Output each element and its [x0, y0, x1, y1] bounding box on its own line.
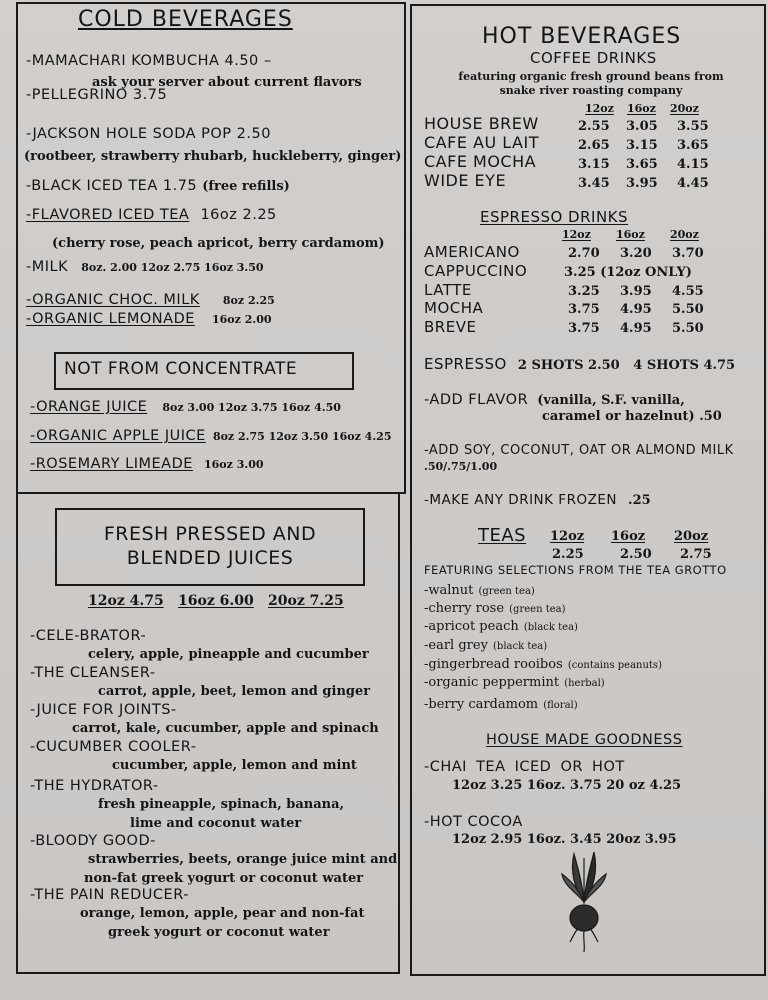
espresso-row-name: MOCHA: [424, 299, 484, 317]
coffee-row-price: 3.65: [677, 138, 709, 153]
espresso-size-20oz: 20oz: [670, 228, 699, 241]
juice-desc: orange, lemon, apple, pear and non-fat: [80, 906, 365, 921]
juice-desc: lime and coconut water: [130, 816, 302, 831]
chai-prices: 12oz 3.25 16oz. 3.75 20 oz 4.25: [452, 778, 682, 793]
kombucha-item: -MAMACHARI KOMBUCHA 4.50 –: [26, 53, 272, 69]
espresso-size-16oz: 16oz: [616, 228, 645, 241]
espresso-row-name: LATTE: [424, 281, 472, 299]
apple-juice-name: -ORGANIC APPLE JUICE: [30, 428, 206, 444]
add-milk-item: -ADD SOY, COCONUT, OAT OR ALMOND MILK: [424, 443, 734, 458]
add-flavor-item: [424, 391, 685, 408]
black-iced-tea-name: -BLACK ICED TEA 1.75: [26, 178, 198, 194]
tea-item: [424, 599, 566, 615]
add-flavor-note-2: caramel or hazelnut) .50: [542, 409, 722, 424]
juice-desc: carrot, kale, cucumber, apple and spinach: [72, 721, 379, 736]
lemonade-item: [26, 310, 272, 327]
cold-beverages-title: COLD BEVERAGES: [78, 7, 293, 32]
hot-beverages-title: HOT BEVERAGES: [482, 24, 682, 49]
espresso-row-price: 3.70: [672, 246, 704, 261]
coffee-row-name: CAFE AU LAIT: [424, 133, 539, 152]
juice-desc: celery, apple, pineapple and cucumber: [88, 647, 369, 662]
coffee-note-line1: featuring organic fresh ground beans from: [458, 70, 724, 83]
fresh-juices-title-line1: FRESH PRESSED AND: [103, 523, 317, 545]
house-made-heading: HOUSE MADE GOODNESS: [486, 732, 683, 748]
juice-desc: greek yogurt or coconut water: [108, 925, 330, 940]
espresso-shots-name: ESPRESSO: [424, 355, 507, 373]
juice-name: -CELE-BRATOR-: [30, 628, 147, 644]
flavored-iced-tea-name: -FLAVORED ICED TEA: [26, 207, 190, 223]
espresso-size-12oz: 12oz: [562, 228, 591, 241]
tea-item: [424, 636, 547, 652]
tea-item: [424, 673, 605, 689]
tea-name: -apricot peach: [424, 619, 519, 634]
orange-juice-prices: 8oz 3.00 12oz 3.75 16oz 4.50: [162, 401, 341, 414]
tea-price: 2.25: [552, 547, 584, 562]
tea-price: 2.50: [620, 547, 652, 562]
not-from-concentrate-title: NOT FROM CONCENTRATE: [64, 359, 298, 379]
lemonade-price: 16oz 2.00: [212, 313, 272, 326]
tea-kind: (green tea): [478, 586, 535, 597]
add-flavor-name: -ADD FLAVOR: [424, 392, 529, 408]
add-milk-prices: .50/.75/1.00: [424, 460, 498, 473]
coffee-row-name: WIDE EYE: [424, 171, 507, 190]
espresso-row-price: 3.20: [620, 246, 652, 261]
juice-desc: fresh pineapple, spinach, banana,: [98, 797, 345, 812]
lemonade-name: -ORGANIC LEMONADE: [26, 311, 195, 327]
black-iced-tea-note: (free refills): [202, 179, 290, 194]
tea-size-20oz: 20oz: [674, 529, 709, 544]
juice-name: -CUCUMBER COOLER-: [30, 739, 197, 755]
flavored-iced-tea-flavors: (cherry rose, peach apricot, berry cardamom): [52, 236, 385, 251]
espresso-shots-item: [424, 356, 735, 372]
choc-milk-price: 8oz 2.25: [222, 294, 275, 307]
tea-item: [424, 581, 535, 597]
tea-kind: (contains peanuts): [567, 660, 662, 671]
soda-flavors: (rootbeer, strawberry rhubarb, huckleberry, ginger): [24, 149, 402, 164]
juice-price-16oz: 16oz 6.00: [178, 593, 254, 609]
tea-kind: (black tea): [523, 622, 578, 633]
coffee-size-20oz: 20oz: [670, 102, 699, 115]
teas-heading: TEAS: [478, 525, 527, 546]
tea-name: -walnut: [424, 583, 474, 598]
espresso-shots-prices: 2 SHOTS 2.50 4 SHOTS 4.75: [517, 358, 736, 373]
juice-price-20oz: 20oz 7.25: [268, 593, 344, 609]
tea-item: [424, 655, 662, 671]
apple-juice-item: [30, 427, 391, 444]
coffee-row-price: 4.45: [677, 176, 709, 191]
add-flavor-note: (vanilla, S.F. vanilla,: [537, 393, 685, 408]
tea-size-12oz: 12oz: [550, 529, 585, 544]
coffee-row-price: 3.05: [626, 119, 658, 134]
tea-item: [424, 617, 578, 633]
apple-juice-prices: 8oz 2.75 12oz 3.50 16oz 4.25: [212, 430, 392, 443]
espresso-row-price: 2.70: [568, 246, 600, 261]
tea-name: -earl grey: [424, 638, 488, 653]
tea-name: -cherry rose: [424, 601, 505, 616]
soda-item: -JACKSON HOLE SODA POP 2.50: [26, 126, 271, 142]
kombucha-note: ask your server about current flavors: [92, 75, 362, 90]
tea-kind: (black tea): [493, 641, 548, 652]
limeade-price: 16oz 3.00: [204, 458, 264, 471]
espresso-row-price: 3.25: [568, 284, 600, 299]
juice-name: -THE HYDRATOR-: [30, 778, 159, 794]
choc-milk-item: [26, 291, 275, 308]
coffee-size-12oz: 12oz: [585, 102, 614, 115]
coffee-row-name: HOUSE BREW: [424, 114, 539, 133]
tea-size-16oz: 16oz: [611, 529, 646, 544]
orange-juice-name: -ORANGE JUICE: [30, 399, 148, 415]
juice-price-12oz: 12oz 4.75: [88, 593, 164, 609]
espresso-row-price: 4.95: [620, 321, 652, 336]
cappuccino-name: CAPPUCCINO: [424, 262, 528, 280]
tea-grotto-note: FEATURING SELECTIONS FROM THE TEA GROTTO: [424, 563, 727, 577]
espresso-drinks-heading: ESPRESSO DRINKS: [480, 208, 629, 226]
coffee-row-price: 3.65: [626, 157, 658, 172]
coffee-row-price: 3.15: [578, 157, 610, 172]
coffee-row-price: 2.65: [578, 138, 610, 153]
coffee-row-price: 3.55: [677, 119, 709, 134]
espresso-row-price: 5.50: [672, 302, 704, 317]
juice-desc: cucumber, apple, lemon and mint: [112, 758, 357, 773]
espresso-row-price: 3.75: [568, 321, 600, 336]
coffee-row-price: 3.15: [626, 138, 658, 153]
milk-item: [26, 258, 264, 275]
fresh-juices-title-line2: BLENDED JUICES: [126, 547, 294, 569]
cappuccino-price: 3.25 (12oz ONLY): [564, 265, 692, 280]
tea-item: [424, 695, 578, 711]
chai-item: -CHAI TEA ICED OR HOT: [424, 759, 625, 775]
limeade-name: -ROSEMARY LIMEADE: [30, 456, 193, 472]
espresso-row-price: 4.95: [620, 302, 652, 317]
tea-name: -berry cardamom: [424, 697, 539, 712]
coffee-row-price: 4.15: [677, 157, 709, 172]
milk-prices: 8oz. 2.00 12oz 2.75 16oz 3.50: [81, 261, 264, 274]
milk-name: -MILK: [26, 259, 69, 275]
tea-kind: (herbal): [564, 678, 605, 689]
juice-name: -THE CLEANSER-: [30, 665, 156, 681]
coffee-row-price: 3.45: [578, 176, 610, 191]
espresso-row-name: AMERICANO: [424, 243, 520, 261]
tea-name: -organic peppermint: [424, 675, 560, 690]
black-iced-tea-item: [26, 177, 290, 194]
coffee-row-name: CAFE MOCHA: [424, 152, 537, 171]
choc-milk-name: -ORGANIC CHOC. MILK: [26, 292, 200, 308]
espresso-row-price: 5.50: [672, 321, 704, 336]
frozen-name: -MAKE ANY DRINK FROZEN: [424, 492, 617, 508]
juice-desc: carrot, apple, beet, lemon and ginger: [98, 684, 371, 699]
tea-name: -gingerbread rooibos: [424, 657, 563, 672]
espresso-row-price: 3.95: [620, 284, 652, 299]
coffee-drinks-heading: COFFEE DRINKS: [530, 49, 657, 67]
cocoa-prices: 12oz 2.95 16oz. 3.45 20oz 3.95: [452, 832, 677, 847]
juice-desc: non-fat greek yogurt or coconut water: [84, 871, 364, 886]
orange-juice-item: [30, 398, 341, 415]
frozen-price: .25: [628, 493, 651, 508]
coffee-row-price: 2.55: [578, 119, 610, 134]
cocoa-item: -HOT COCOA: [424, 814, 523, 830]
beet-illustration-icon: [560, 848, 608, 952]
flavored-iced-tea-item: [26, 206, 277, 223]
juice-name: -THE PAIN REDUCER-: [30, 887, 189, 903]
juice-desc: strawberries, beets, orange juice mint and: [88, 852, 398, 867]
juice-name: -JUICE FOR JOINTS-: [30, 702, 177, 718]
espresso-row-price: 4.55: [672, 284, 704, 299]
limeade-item: [30, 455, 264, 472]
espresso-row-name: BREVE: [424, 318, 477, 336]
tea-kind: (green tea): [509, 604, 566, 615]
flavored-iced-tea-price: 16oz 2.25: [200, 207, 277, 223]
tea-kind: (floral): [543, 700, 578, 711]
frozen-item: [424, 491, 651, 508]
juice-name: -BLOODY GOOD-: [30, 833, 156, 849]
coffee-note-line2: snake river roasting company: [499, 84, 683, 97]
coffee-row-price: 3.95: [626, 176, 658, 191]
tea-price: 2.75: [680, 547, 712, 562]
pellegrino-item: -PELLEGRINO 3.75: [26, 87, 168, 103]
coffee-size-16oz: 16oz: [627, 102, 656, 115]
espresso-row-price: 3.75: [568, 302, 600, 317]
